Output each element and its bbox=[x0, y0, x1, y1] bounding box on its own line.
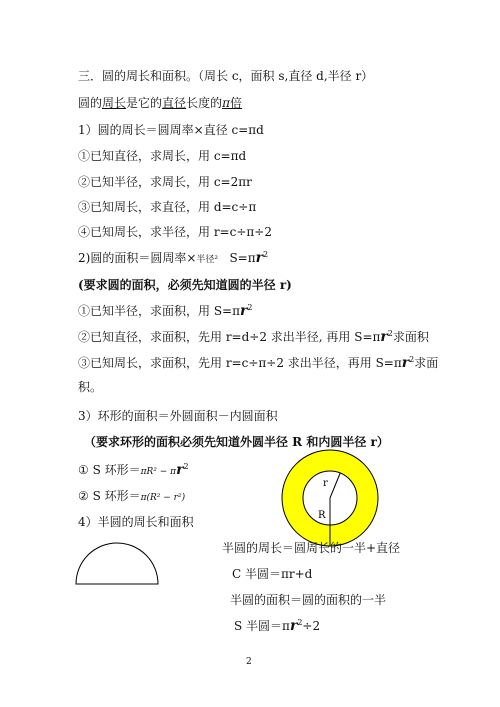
ring-formula-1 bbox=[78, 462, 189, 480]
semicircle-arc bbox=[76, 543, 158, 584]
ring-f1-expr: πR² − π bbox=[140, 467, 177, 477]
area-item2-r: r bbox=[380, 329, 388, 345]
area-note: (要求圆的面积，必须先知道圆的半径 r) bbox=[78, 278, 292, 292]
area-item-3-cont: 积。 bbox=[78, 380, 103, 394]
area-title-r: r bbox=[255, 250, 264, 266]
ring-title: 3）环形的面积＝外圆面积－内圆面积 bbox=[78, 409, 278, 423]
area-item1-sq: 2 bbox=[247, 303, 253, 312]
area-title-a: 2)圆的面积＝圆周率× bbox=[78, 251, 197, 265]
area-title-c: ² bbox=[214, 255, 218, 265]
relation-pi: π bbox=[222, 96, 230, 110]
ring-f2-expr: π(R² − r²) bbox=[140, 493, 186, 503]
semicircle-title: 4）半圆的周长和面积 bbox=[78, 515, 194, 529]
semicircle-line-2: C 半圆＝πr+d bbox=[232, 567, 313, 581]
relation-zhijing: 直径 bbox=[162, 96, 187, 110]
area-item-3 bbox=[78, 355, 438, 373]
area-item2-tail: 求面积 bbox=[392, 330, 429, 344]
area-item2-sq: 2 bbox=[387, 329, 393, 338]
semi-l4-r: r bbox=[289, 618, 298, 634]
area-item1-r: r bbox=[239, 303, 248, 319]
relation-bei: 倍 bbox=[229, 96, 242, 110]
ring-figure bbox=[278, 446, 382, 550]
semi-l4-b: ÷2 bbox=[302, 619, 321, 633]
area-item3-text: ③已知周长，求面积，先用 r=c÷π÷2 求出半径，再用 S=π bbox=[78, 356, 402, 370]
semi-l4-sq: 2 bbox=[297, 618, 303, 627]
perimeter-title: 1）圆的周长＝圆周率×直径 c=πd bbox=[78, 123, 264, 137]
semicircle-figure bbox=[72, 538, 162, 588]
ring-formula-2 bbox=[78, 488, 185, 506]
relation-mid: 是它的 bbox=[126, 96, 163, 110]
semicircle-line-4 bbox=[234, 618, 320, 636]
semicircle-line-3: 半圆的面积＝圆的面积的一半 bbox=[230, 593, 387, 607]
area-title-sq: 2 bbox=[263, 250, 269, 259]
ring-note: （要求环形的面积必须先知道外圆半径 R 和内圆半径 r） bbox=[84, 435, 389, 449]
ring-f1-label: ① S 环形＝ bbox=[78, 463, 141, 477]
semi-l4-a: S 半圆＝π bbox=[234, 619, 290, 633]
area-item3-sq: 2 bbox=[409, 355, 415, 364]
semicircle-line-1: 半圆的周长＝圆周长的一半+直径 bbox=[222, 541, 401, 555]
ring-f2-label: ② S 环形＝ bbox=[78, 489, 141, 503]
perimeter-item-1: ①已知直径，求周长，用 c=πd bbox=[78, 149, 247, 163]
area-item3-tail: 求面 bbox=[414, 356, 439, 370]
label-big-r: R bbox=[318, 510, 326, 521]
ring-f1-sq: 2 bbox=[183, 462, 189, 471]
area-title-d: S=π bbox=[229, 251, 256, 265]
relation-zhouchang: 周长 bbox=[102, 96, 127, 110]
area-item-2 bbox=[78, 329, 429, 347]
label-small-r: r bbox=[323, 478, 328, 489]
area-item3-r: r bbox=[401, 355, 410, 371]
relation-post: 长度的 bbox=[186, 96, 223, 110]
relation-pre: 圆的 bbox=[78, 96, 103, 110]
perimeter-item-4: ④已知周长，求半径，用 r=c÷π÷2 bbox=[78, 225, 272, 239]
perimeter-item-2: ②已知半径，求周长，用 c=2πr bbox=[78, 175, 252, 189]
ring-f1-r: r bbox=[176, 462, 184, 478]
area-title bbox=[78, 250, 268, 268]
area-item2-text: ②已知直径，求面积，先用 r=d÷2 求出半径, 再用 S=π bbox=[78, 330, 381, 344]
section-heading: 三．圆的周长和面积。（周长 c，面积 s,直径 d,半径 r） bbox=[78, 69, 374, 83]
page-number: 2 bbox=[246, 657, 252, 667]
area-item-1 bbox=[78, 303, 252, 321]
pi-relation bbox=[78, 95, 242, 111]
area-title-b: 半径 bbox=[196, 255, 215, 265]
area-item1-text: ①已知半径，求面积，用 S=π bbox=[78, 304, 240, 318]
perimeter-item-3: ③已知周长，求直径，用 d=c÷π bbox=[78, 200, 257, 214]
